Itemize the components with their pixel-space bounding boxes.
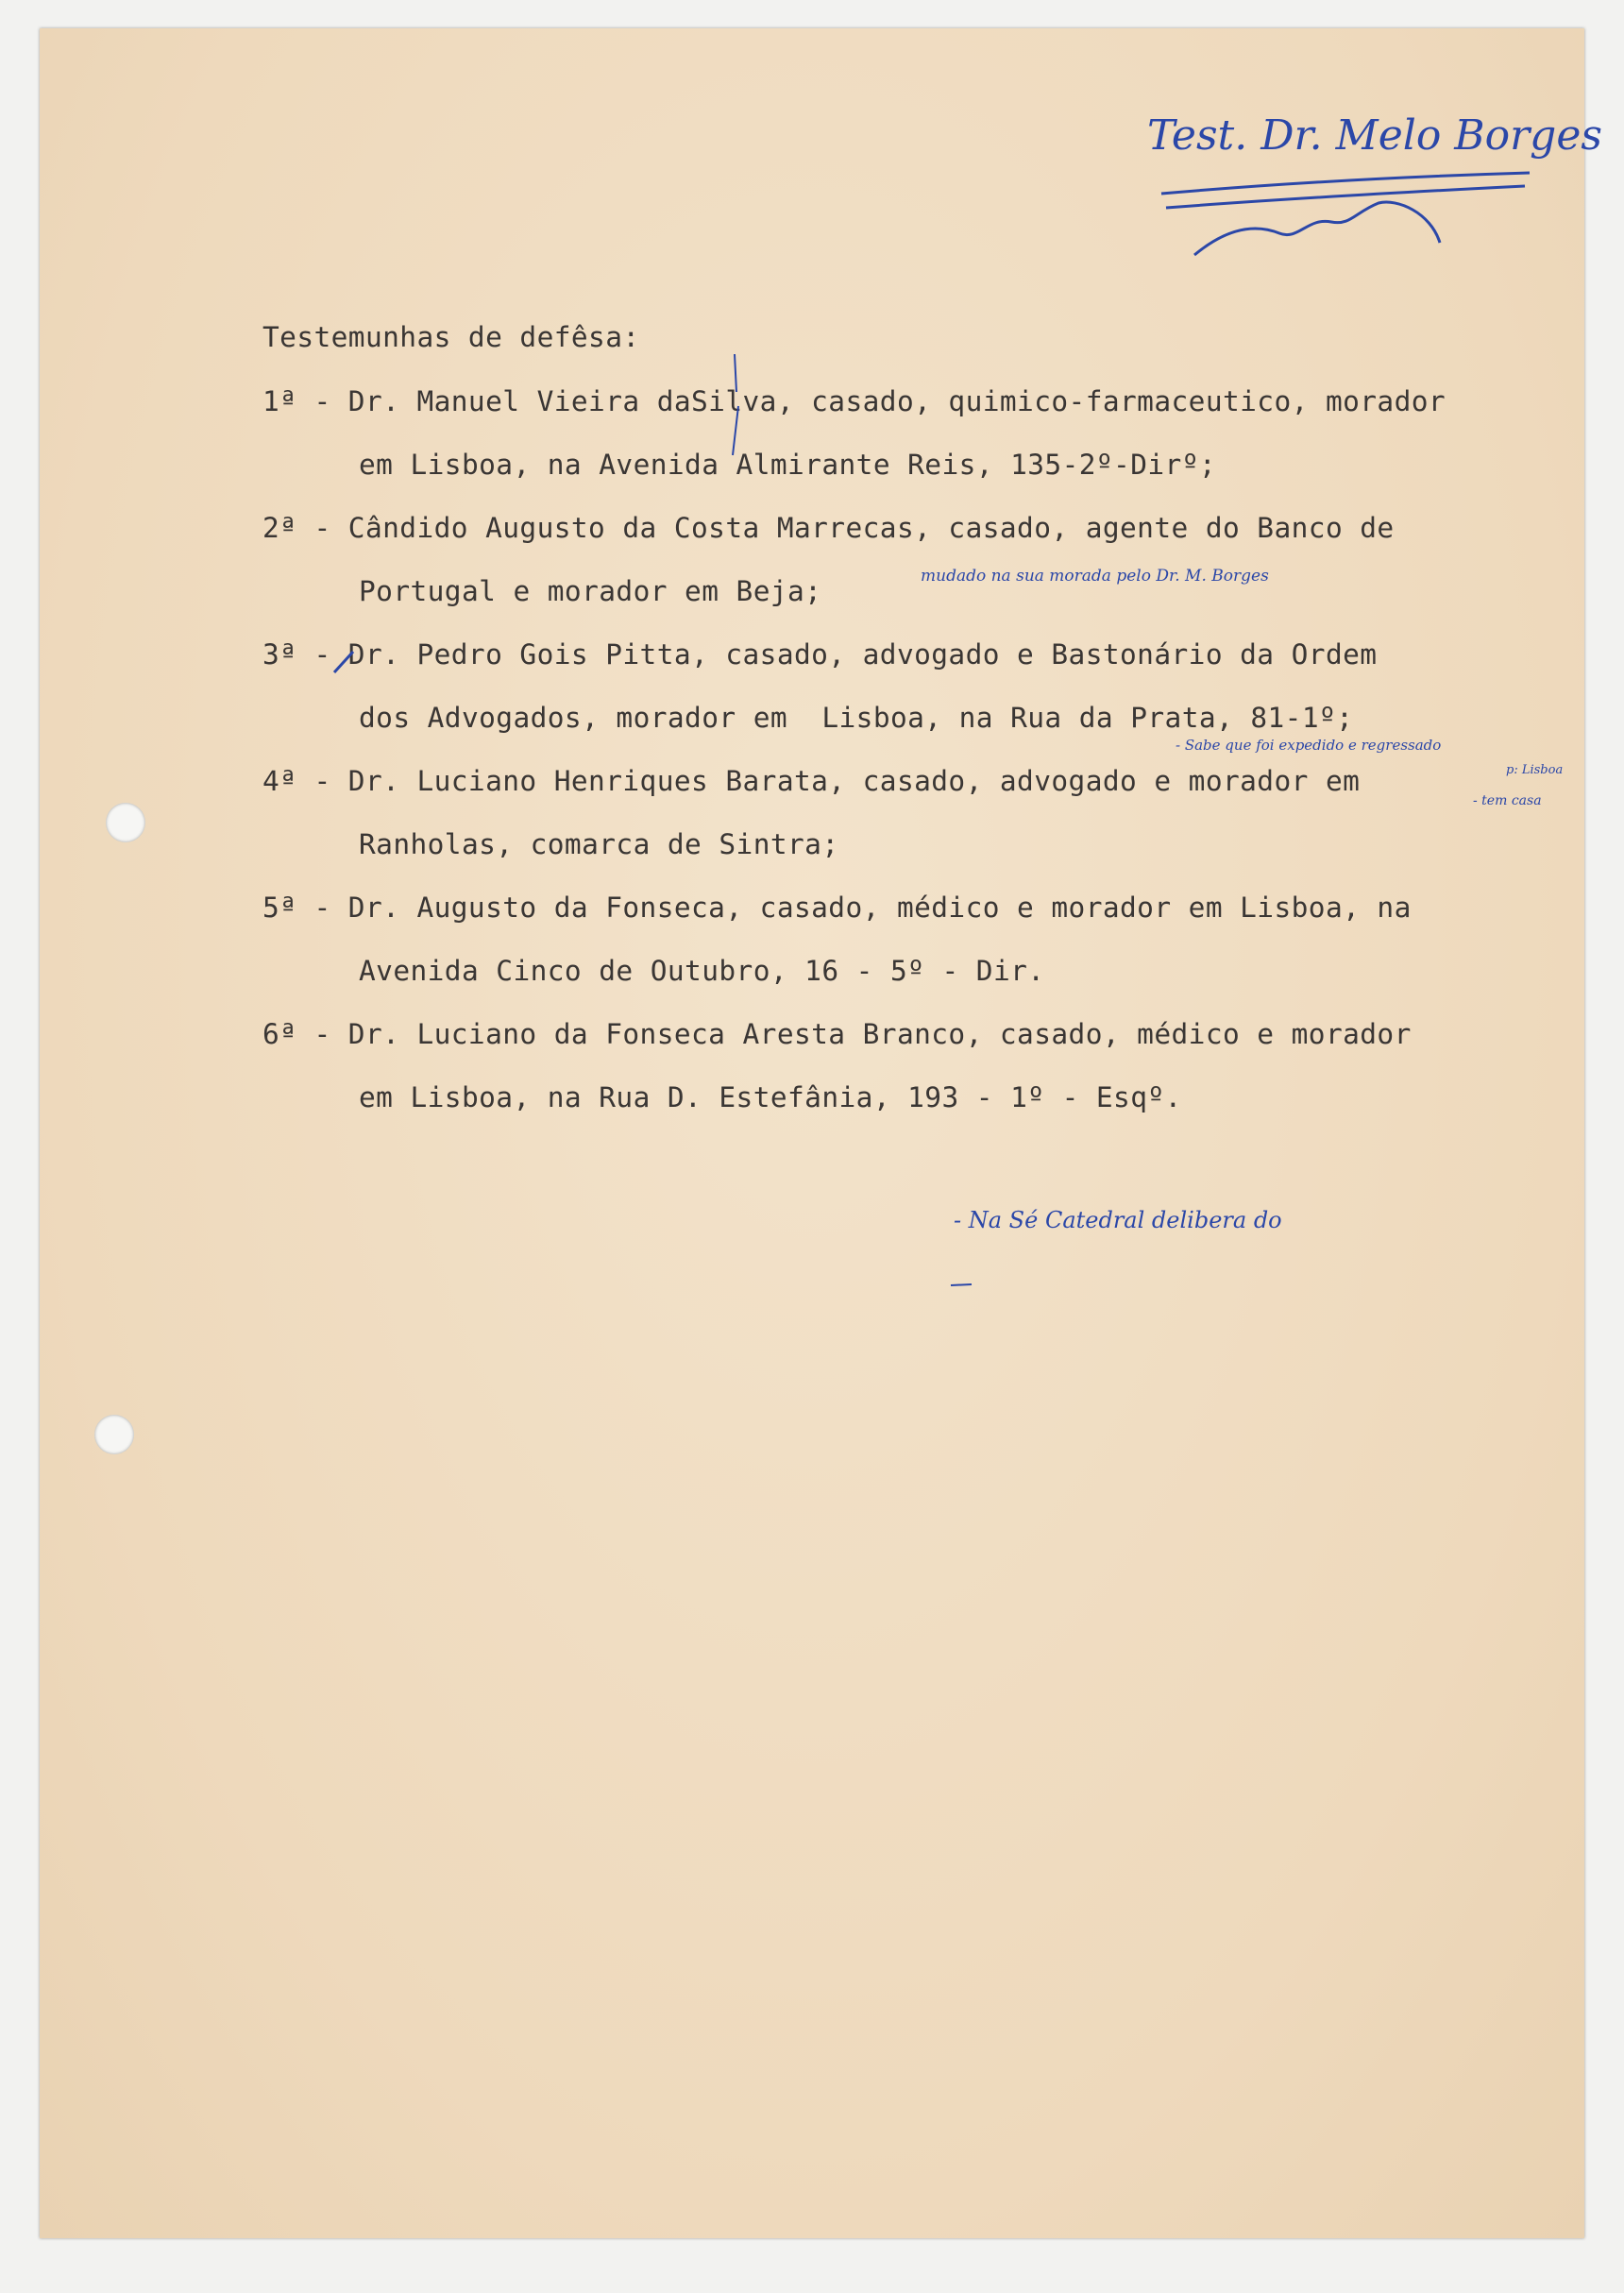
margin-note-witness-4-a: - Sabe que foi expedido e regressado (1176, 737, 1442, 754)
margin-note-witness-2: mudado na sua morada pelo Dr. M. Borges (921, 567, 1269, 586)
margin-note-bottom: - Na Sé Catedral delibera do (954, 1207, 1282, 1233)
dash-mark (949, 1280, 987, 1289)
witness-2-line1: 2ª - Cândido Augusto da Costa Marrecas, casado, agente do Banco de (262, 512, 1395, 544)
witness-3-line2: dos Advogados, morador em Lisboa, na Rua da Prata, 81-1º; (359, 702, 1354, 734)
punch-hole (94, 1415, 134, 1454)
witness-5-line1: 5ª - Dr. Augusto da Fonseca, casado, médico e morador em Lisboa, na (262, 892, 1412, 924)
witness-3-line1: 3ª - Dr. Pedro Gois Pitta, casado, advogado e Bastonário da Ordem (262, 638, 1378, 671)
punch-hole (106, 803, 145, 842)
margin-note-witness-4-c: - tem casa (1473, 793, 1542, 808)
witness-1-line1: 1ª - Dr. Manuel Vieira daSilva, casado, quimico-farmaceutico, morador (262, 385, 1446, 417)
witness-6-line2: em Lisboa, na Rua D. Estefânia, 193 - 1º - Esqº. (359, 1081, 1182, 1113)
margin-note-witness-4-b: p: Lisboa (1506, 763, 1564, 777)
witness-2-line2: Portugal e morador em Beja; (359, 575, 822, 607)
underline-scribble (1157, 165, 1553, 260)
document-page (40, 28, 1584, 2238)
witness-4-line2: Ranholas, comarca de Sintra; (359, 828, 839, 860)
heading: Testemunhas de defêsa: (262, 321, 640, 353)
witness-5-line2: Avenida Cinco de Outubro, 16 - 5º - Dir. (359, 955, 1045, 987)
insertion-mark (718, 349, 755, 463)
strike-mark (330, 648, 359, 676)
witness-1-line2: em Lisboa, na Avenida Almirante Reis, 135-2º-Dirº; (359, 449, 1217, 481)
witness-6-line1: 6ª - Dr. Luciano da Fonseca Aresta Branco, casado, médico e morador (262, 1018, 1412, 1050)
witness-4-line1: 4ª - Dr. Luciano Henriques Barata, casado, advogado e morador em (262, 765, 1361, 797)
handwritten-annotation-title: Test. Dr. Melo Borges (1147, 111, 1602, 160)
